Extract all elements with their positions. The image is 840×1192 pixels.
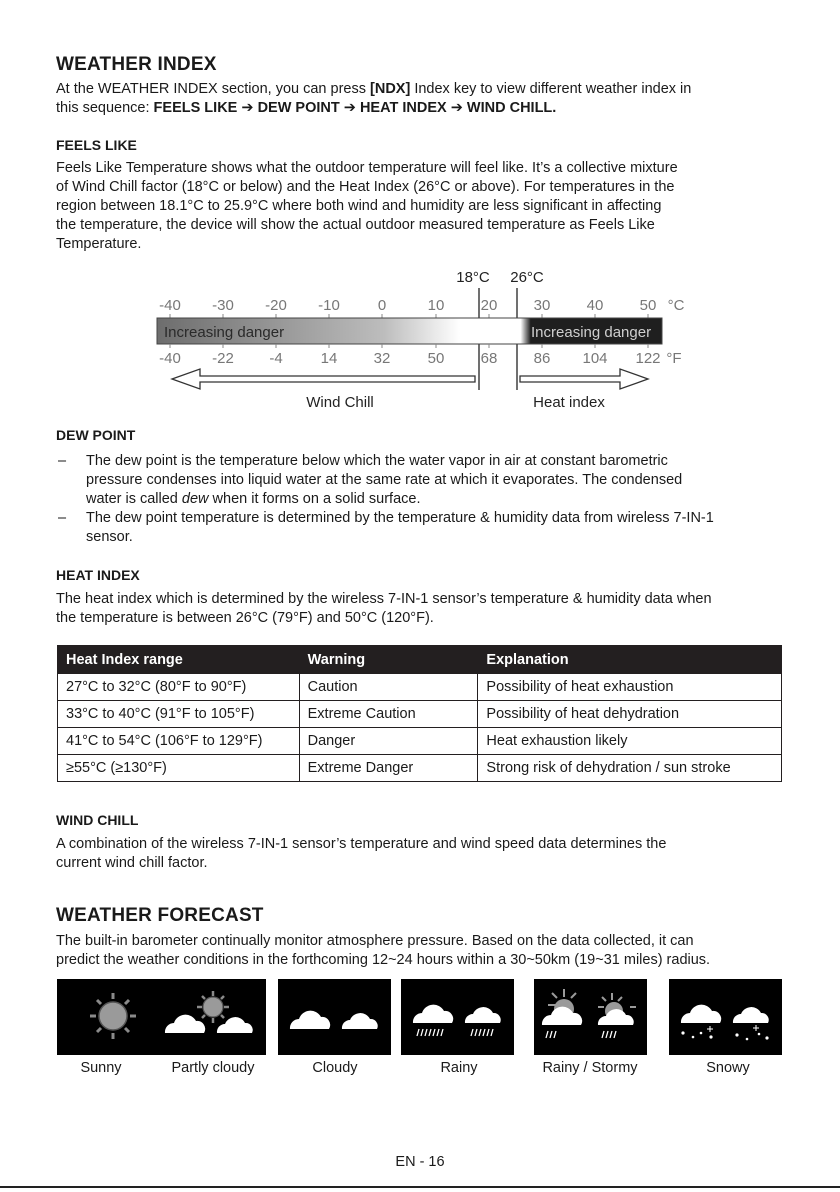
text-line: The dew point temperature is determined by the temperature & humidity data from wireless 7-IN-1	[86, 510, 714, 526]
list-item	[56, 509, 791, 547]
heat-index-text	[56, 590, 791, 628]
text-line: The dew point is the temperature below which the water vapor in air at constant barometric	[86, 453, 668, 469]
celsius-label: -40	[159, 297, 181, 314]
weather-index-title: WEATHER INDEX	[56, 54, 217, 75]
table-header-row	[58, 646, 782, 674]
fahrenheit-label: 104	[582, 350, 608, 367]
heat-index-table	[57, 645, 782, 782]
table-cell: ≥55°C (≥130°F)	[58, 755, 300, 782]
table-row	[58, 728, 782, 755]
weather-forecast-text	[56, 932, 791, 970]
forecast-label: Partly cloudy	[171, 1060, 255, 1076]
bottom-divider	[0, 1186, 840, 1188]
wind-chill-arrow-icon	[172, 369, 475, 389]
fahrenheit-label: 50	[427, 350, 445, 367]
text-line	[86, 490, 791, 509]
table-cell: Heat exhaustion likely	[478, 728, 782, 755]
table-row	[58, 755, 782, 782]
page-number: EN - 16	[395, 1154, 445, 1170]
arrow-right-icon: ➔	[343, 100, 356, 116]
arrow-right-icon: ➔	[241, 100, 254, 116]
table-cell: 33°C to 40°C (91°F to 105°F)	[58, 701, 300, 728]
heat-index-arrow-icon	[520, 369, 648, 389]
table-cell: Extreme Danger	[299, 755, 478, 782]
feels-like-text	[56, 159, 791, 254]
text-fragment: water is called	[86, 491, 182, 507]
text-line: Feels Like Temperature shows what the outdoor temperature will feel like. It’s a collective mixture	[56, 160, 678, 176]
table-cell: Extreme Caution	[299, 701, 478, 728]
sequence-item: WIND CHILL.	[466, 100, 557, 116]
weather-forecast-title: WEATHER FORECAST	[56, 905, 264, 926]
partly-cloudy-icon	[153, 979, 266, 1055]
text-line: sensor.	[86, 529, 133, 545]
forecast-label: Snowy	[706, 1060, 750, 1076]
table-cell: 27°C to 32°C (80°F to 90°F)	[58, 674, 300, 701]
fahrenheit-label: 68	[480, 350, 498, 367]
celsius-ticks	[170, 314, 648, 318]
fahrenheit-label: 122	[635, 350, 661, 367]
text-line: region between 18.1°C to 25.9°C where both wind and humidity are less significant in affecting	[56, 198, 662, 214]
table-cell: 41°C to 54°C (106°F to 129°F)	[58, 728, 300, 755]
fahrenheit-unit: °F	[666, 350, 682, 367]
marker-18c: 18°C	[456, 269, 490, 286]
text-line: of Wind Chill factor (18°C or below) and the Heat Index (26°C or above). For temperatures in the	[56, 179, 675, 195]
text-line: The built-in barometer continually monitor atmosphere pressure. Based on the data collected, it can	[56, 933, 694, 949]
dew-emphasis: dew	[181, 491, 209, 507]
table-row	[58, 701, 782, 728]
table-row	[58, 674, 782, 701]
weather-index-intro	[56, 80, 791, 118]
wind-chill-title: WIND CHILL	[56, 812, 139, 828]
fahrenheit-label: -40	[159, 350, 181, 367]
dew-point-title: DEW POINT	[56, 427, 136, 443]
text-line: the temperature, the device will show the actual outdoor measured temperature as Feels Like	[56, 217, 655, 233]
forecast-label: Cloudy	[312, 1060, 358, 1076]
ndx-key-label: [NDX]	[370, 81, 411, 97]
text-line: the temperature is between 26°C (79°F) and 50°C (120°F).	[56, 610, 434, 626]
dash-bullet: –	[58, 510, 67, 526]
table-cell: Possibility of heat exhaustion	[478, 674, 782, 701]
text-line: A combination of the wireless 7-IN-1 sensor’s temperature and wind speed data determines the	[56, 836, 667, 852]
celsius-labels	[159, 297, 684, 314]
celsius-label: -30	[212, 297, 234, 314]
wind-chill-text	[56, 835, 791, 873]
feels-like-title: FEELS LIKE	[56, 137, 137, 153]
column-header: Explanation	[478, 646, 782, 674]
intro-text-1: At the WEATHER INDEX section, you can press	[56, 81, 371, 97]
arrow-right-icon: ➔	[450, 100, 463, 116]
celsius-label: 40	[586, 297, 604, 314]
celsius-label: -20	[265, 297, 287, 314]
fahrenheit-label: 32	[373, 350, 391, 367]
table-cell: Strong risk of dehydration / sun stroke	[478, 755, 782, 782]
sequence-item: DEW POINT	[257, 100, 340, 116]
wind-chill-label: Wind Chill	[306, 394, 374, 411]
celsius-label: -10	[318, 297, 340, 314]
fahrenheit-labels	[159, 350, 681, 367]
text-line: Temperature.	[56, 236, 142, 252]
forecast-label: Rainy	[440, 1060, 478, 1076]
list-item	[56, 452, 791, 509]
celsius-label: 30	[533, 297, 551, 314]
marker-26c: 26°C	[510, 269, 544, 286]
cloudy-icon	[278, 979, 391, 1055]
fahrenheit-label: 14	[320, 350, 338, 367]
text-line: The heat index which is determined by the wireless 7-IN-1 sensor’s temperature & humidity data when	[56, 591, 712, 607]
dash-bullet: –	[58, 453, 67, 469]
celsius-label: 20	[480, 297, 498, 314]
table-cell: Danger	[299, 728, 478, 755]
forecast-label: Sunny	[80, 1060, 122, 1076]
heat-index-label: Heat index	[533, 394, 605, 411]
danger-label-left: Increasing danger	[164, 324, 285, 341]
dew-point-list	[56, 452, 791, 547]
text-line: pressure condenses into liquid water at the same rate at which it evaporates. The condensed	[86, 472, 683, 488]
sequence-item: FEELS LIKE	[153, 100, 238, 116]
stormy-icon	[534, 979, 647, 1055]
fahrenheit-ticks	[170, 344, 648, 348]
danger-label-right: Increasing danger	[531, 324, 652, 341]
intro-text-2: Index key to view different weather index in	[410, 81, 692, 97]
forecast-label: Rainy / Stormy	[542, 1060, 638, 1076]
table-cell: Possibility of heat dehydration	[478, 701, 782, 728]
heat-index-title: HEAT INDEX	[56, 567, 140, 583]
celsius-unit: °C	[667, 297, 685, 314]
celsius-label: 0	[377, 297, 387, 314]
celsius-label: 10	[427, 297, 445, 314]
snowy-icon	[669, 979, 782, 1055]
text-line: current wind chill factor.	[56, 855, 208, 871]
text-fragment: when it forms on a solid surface.	[208, 491, 421, 507]
text-line: predict the weather conditions in the forthcoming 12~24 hours within a 30~50km (19~31 miles) radius.	[56, 952, 711, 968]
celsius-label: 50	[639, 297, 657, 314]
rainy-icon	[401, 979, 514, 1055]
intro-text-3: this sequence:	[56, 100, 154, 116]
fahrenheit-label: 86	[533, 350, 551, 367]
column-header: Warning	[299, 646, 478, 674]
sequence-item: HEAT INDEX	[359, 100, 447, 116]
table-cell: Caution	[299, 674, 478, 701]
fahrenheit-label: -4	[269, 350, 283, 367]
feels-like-scale	[0, 262, 840, 412]
fahrenheit-label: -22	[212, 350, 234, 367]
column-header: Heat Index range	[58, 646, 300, 674]
